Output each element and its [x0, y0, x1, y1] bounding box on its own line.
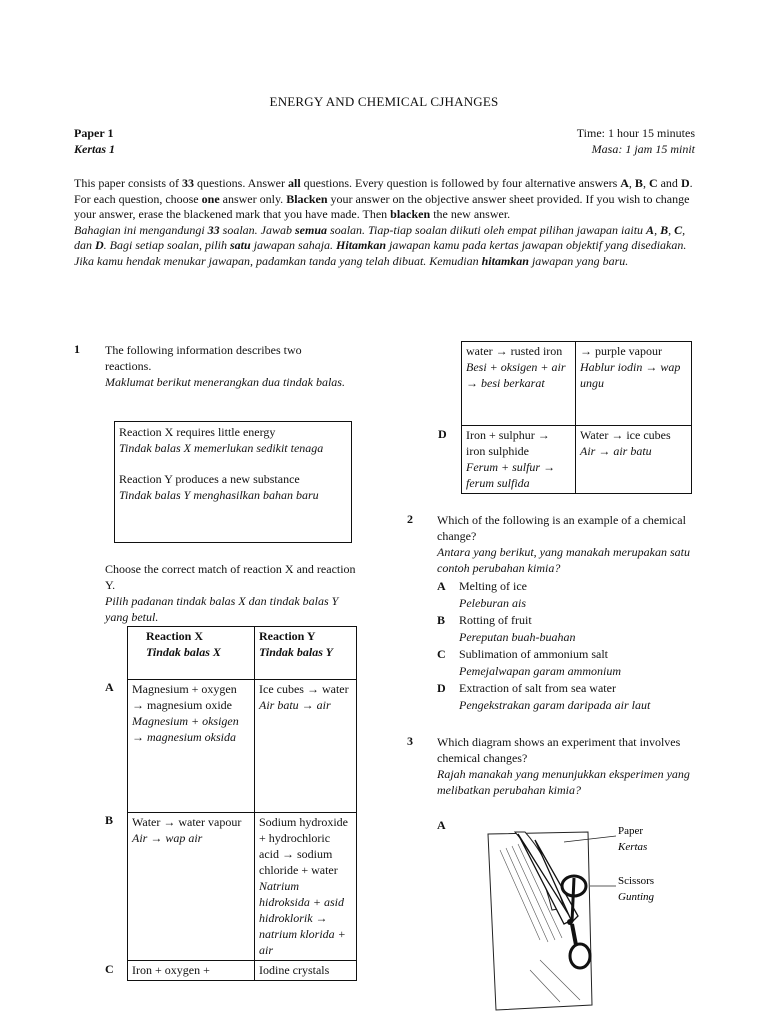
- q1-head-x: [128, 627, 255, 680]
- q1-box-y-ms: Tindak balas Y menghasilkan bahan baru: [119, 488, 319, 502]
- q3-stem: [437, 734, 699, 798]
- q1-option-letter: D: [438, 427, 447, 441]
- q1-row-a-x: [128, 680, 255, 813]
- cell-en: → purple vapour: [580, 344, 662, 358]
- q1-box-x-ms: Tindak balas X memerlukan sedikit tenaga: [119, 441, 324, 455]
- cell-en: Iron + sulphur → iron sulphide: [466, 428, 550, 458]
- option-ms: Pemejalwapan garam ammonium: [459, 664, 621, 678]
- q3-stem-en: Which diagram shows an experiment that involves chemical changes?: [437, 735, 681, 765]
- q1-info-box: [114, 421, 352, 543]
- emphasis-text: all: [287, 176, 301, 190]
- page-title: ENERGY AND CHEMICAL CJHANGES: [269, 94, 499, 109]
- cell-ms: Magnesium + oksigen → magnesium oksida: [132, 714, 239, 744]
- time-ms: Masa: 1 jam 15 minit: [591, 142, 695, 156]
- q2-stem-en: Which of the following is an example of a chemical change?: [437, 513, 686, 543]
- instruction-text: the new answer.: [430, 207, 511, 222]
- q1-head-y-en: Reaction Y: [259, 629, 316, 643]
- q1-option-letter: B: [105, 813, 114, 827]
- q2-options: [437, 578, 707, 714]
- emphasis-text: Blacken: [286, 191, 328, 206]
- q1-row-c-x-cont: [462, 342, 576, 426]
- instructions-en: [74, 176, 704, 223]
- emphasis-text: C: [674, 222, 683, 237]
- instruction-text: . Bagi setiap soalan, pilih: [103, 238, 231, 253]
- instruction-text: ,: [654, 222, 661, 237]
- instructions-ms: [74, 223, 704, 270]
- emphasis-text: one: [201, 191, 220, 206]
- instructions: [74, 176, 704, 270]
- cell-ms: Ferum + sulfur → ferum sulfida: [466, 460, 556, 490]
- q2-number: 2: [407, 512, 413, 526]
- label-scissors-ms: Gunting: [618, 891, 655, 903]
- q1-option-letter: C: [105, 962, 114, 976]
- q1-stem-en: The following information describes two reactions.: [105, 343, 302, 373]
- q1-stem: [105, 342, 350, 390]
- instruction-text: answer only.: [219, 191, 287, 206]
- q1-row-b-y: [255, 813, 357, 961]
- scissors-cutting-paper-diagram: [480, 820, 700, 1020]
- q1-row-b: [128, 813, 357, 961]
- q1-head-y: [255, 627, 357, 680]
- option-en: Melting of ice: [459, 579, 527, 593]
- instruction-text: soalan. Tiap-tiap soalan diikuti oleh empat pilihan jawapan iaitu: [327, 222, 647, 237]
- label-scissors: Scissors: [618, 875, 655, 887]
- cell-en: Ice cubes → water: [259, 682, 349, 696]
- cell-en: water → rusted iron: [466, 344, 563, 358]
- scissors-handle: [570, 944, 590, 968]
- instruction-text: questions. Every question is followed by four alternative answers: [300, 176, 621, 190]
- scissors-shank: [572, 878, 574, 922]
- emphasis-text: A: [646, 222, 655, 237]
- q1-row-a: [128, 680, 357, 813]
- option-ms: Peleburan ais: [459, 596, 526, 610]
- q3-stem-ms: Rajah manakah yang menunjukkan eksperimen yang melibatkan perubahan kimia?: [437, 767, 690, 797]
- cell-en: Magnesium + oxygen → magnesium oxide: [132, 682, 237, 712]
- time-en: Time: 1 hour 15 minutes: [576, 126, 695, 140]
- q1-row-d: [462, 426, 692, 494]
- cell-ms: Natrium hidroksida + asid hidroklorik → natrium klorida + air: [259, 879, 346, 957]
- q1-row-c: [128, 961, 357, 981]
- q1-head-y-ms: Tindak balas Y: [259, 645, 334, 659]
- q1-option-letter: A: [105, 680, 114, 694]
- cell-en: Water → water vapour: [132, 815, 242, 829]
- q1-head-x-en: Reaction X: [146, 629, 203, 643]
- instruction-text: soalan. Jawab: [219, 222, 296, 237]
- q1-ask: [105, 561, 357, 625]
- instruction-text: jawapan sahaja.: [250, 238, 337, 253]
- q1-box-x-en: Reaction X requires little energy: [119, 425, 276, 439]
- q1-ask-en: Choose the correct match of reaction X and reaction Y.: [105, 562, 356, 592]
- emphasis-text: hitamkan: [481, 253, 529, 268]
- cell-en: Sodium hydroxide + hydrochloric acid → sodium chloride + water: [259, 815, 348, 877]
- cell-en: Water → ice cubes: [580, 428, 671, 442]
- cell-ms: Air batu → air: [259, 698, 331, 712]
- emphasis-text: D: [95, 238, 104, 253]
- option-letter: D: [437, 681, 446, 695]
- option-en: Rotting of fruit: [459, 613, 532, 627]
- q2-option-c: [437, 646, 707, 680]
- q1-stem-ms: Maklumat berikut menerangkan dua tindak balas.: [105, 375, 345, 389]
- cell-ms: Air → wap air: [132, 831, 203, 845]
- emphasis-text: satu: [230, 238, 251, 253]
- q1-answer-table: [127, 626, 357, 981]
- q1-row-c-x: [128, 961, 255, 981]
- q1-row-d-x: [462, 426, 576, 494]
- label-paper: Paper: [618, 825, 644, 837]
- emphasis-text: B: [660, 222, 669, 237]
- cell-ms: Besi + oksigen + air → besi berkarat: [466, 360, 566, 390]
- q1-row-b-x: [128, 813, 255, 961]
- q1-box-y-en: Reaction Y produces a new substance: [119, 472, 300, 486]
- label-paper-ms: Kertas: [618, 841, 648, 853]
- instruction-text: jawapan yang baru.: [528, 253, 629, 268]
- cell-en: Iodine crystals: [259, 963, 330, 977]
- cell-ms: Air → air batu: [580, 444, 652, 458]
- emphasis-text: B: [634, 176, 643, 190]
- q1-row-d-y: [576, 426, 692, 494]
- q1-ask-ms: Pilih padanan tindak balas X dan tindak balas Y yang betul.: [105, 594, 339, 624]
- instruction-text: ,: [668, 222, 675, 237]
- q2-stem: [437, 512, 699, 576]
- paper-label: [74, 125, 115, 157]
- instruction-text: ,: [628, 176, 635, 190]
- instruction-text: This paper consists of: [74, 176, 182, 190]
- cell-ms: Hablur iodin → wap ungu: [580, 360, 681, 390]
- option-letter: C: [437, 647, 446, 661]
- emphasis-text: semua: [295, 222, 328, 237]
- q2-stem-ms: Antara yang berikut, yang manakah merupakan satu contoh perubahan kimia?: [437, 545, 690, 575]
- instruction-text: , dan: [74, 222, 686, 253]
- q3-option-letter: A: [437, 818, 446, 832]
- option-letter: B: [437, 613, 446, 627]
- q2-option-d: [437, 680, 707, 714]
- instruction-text: jawapan kamu pada kertas jawapan objektif yang disediakan. Jika kamu hendak menukar jawapan, padamkan tanda yang telah dibuat. Kemudian: [74, 238, 687, 268]
- emphasis-text: D: [680, 176, 690, 190]
- q1-row-c-y-cont: [576, 342, 692, 426]
- emphasis-text: Hitamkan: [336, 238, 387, 253]
- q1-number: 1: [74, 342, 80, 356]
- instruction-text: . For each question, choose: [74, 176, 693, 206]
- option-letter: A: [437, 579, 446, 593]
- paper-ms: Kertas 1: [74, 142, 116, 156]
- instruction-text: questions. Answer: [193, 176, 288, 190]
- time-label: [577, 125, 695, 157]
- option-en: Extraction of salt from sea water: [459, 681, 616, 695]
- q2-option-a: [437, 578, 707, 612]
- option-en: Sublimation of ammonium salt: [459, 647, 608, 661]
- cell-en: Iron + oxygen +: [132, 963, 210, 977]
- instruction-text: Bahagian ini mengandungi: [74, 222, 208, 237]
- q2-option-b: [437, 612, 707, 646]
- q1-row-a-y: [255, 680, 357, 813]
- emphasis-text: 33: [207, 222, 220, 237]
- q1-head-x-ms: Tindak balas X: [146, 645, 221, 659]
- emphasis-text: A: [620, 176, 629, 190]
- emphasis-text: 33: [181, 176, 194, 190]
- option-ms: Pereputan buah-buahan: [459, 630, 576, 644]
- instruction-text: ,: [642, 176, 649, 190]
- emphasis-text: blacken: [390, 207, 431, 222]
- q3-number: 3: [407, 734, 413, 748]
- emphasis-text: C: [648, 176, 658, 190]
- instruction-text: and: [657, 176, 681, 190]
- q1-row-c-cont: [462, 342, 692, 426]
- option-ms: Pengekstrakan garam daripada air laut: [459, 698, 651, 712]
- instruction-text: your answer on the objective answer sheet provided. If you wish to change your answer, erase the blackened mark that you have made. Then: [74, 191, 690, 222]
- paper-en: Paper 1: [74, 126, 114, 140]
- q1-answer-table-continued: [461, 341, 692, 494]
- q1-row-c-y: [255, 961, 357, 981]
